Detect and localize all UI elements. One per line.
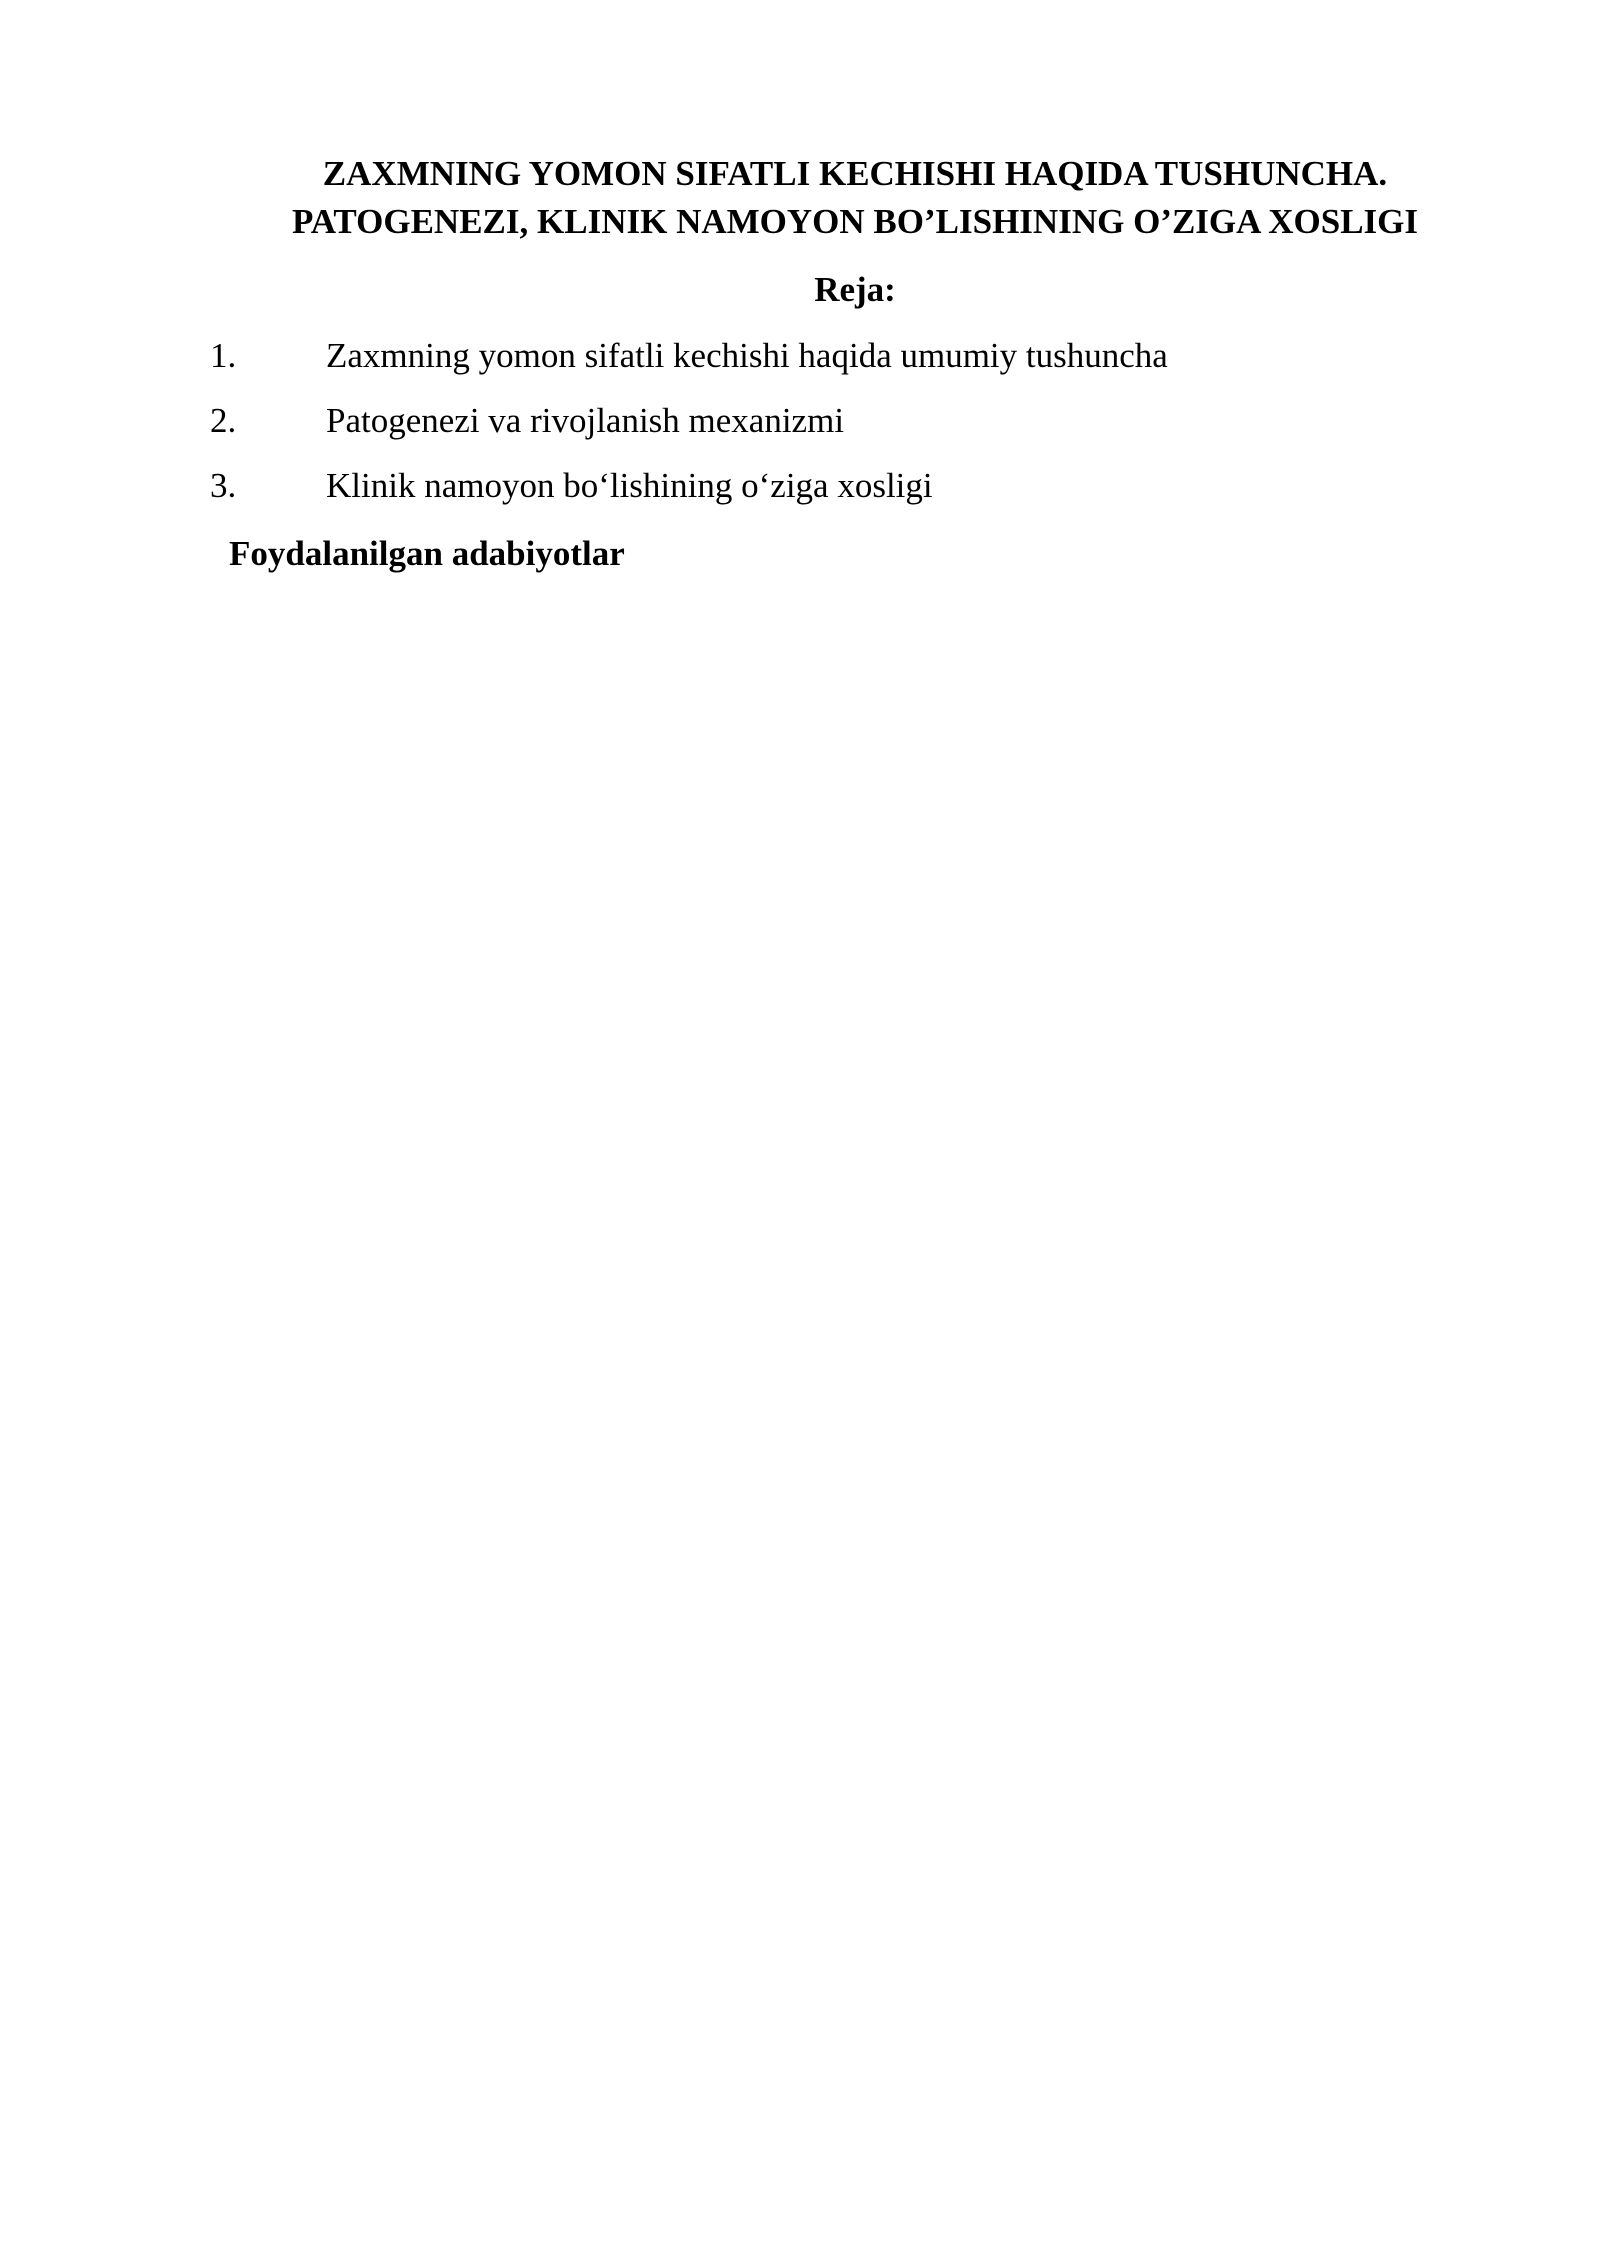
plan-item-text: Zaxmning yomon sifatli kechishi haqida umumiy tushuncha: [326, 336, 1168, 375]
plan-item: [210, 462, 1410, 527]
title-line-2: PATOGENEZI, KLINIK NAMOYON BO’LISHINING O’ZIGA XOSLIGI: [291, 202, 1419, 241]
plan-list: [210, 332, 1410, 527]
plan-item: [210, 397, 1410, 462]
title-line-1: ZAXMNING YOMON SIFATLI KECHISHI HAQIDA TUSHUNCHA.: [322, 154, 1388, 193]
plan-heading: Reja:: [814, 270, 896, 309]
plan-item-number: 3.: [210, 466, 237, 505]
plan-item-number: 2.: [210, 401, 237, 440]
plan-item-text: Klinik namoyon bo‘lishining o‘ziga xosligi: [326, 466, 933, 505]
plan-item-number: 1.: [210, 336, 237, 375]
plan-item: [210, 332, 1410, 397]
document-title: [230, 150, 1480, 246]
plan-item-text: Patogenezi va rivojlanish mexanizmi: [326, 401, 845, 440]
references-heading: Foydalanilgan adabiyotlar: [229, 534, 625, 573]
